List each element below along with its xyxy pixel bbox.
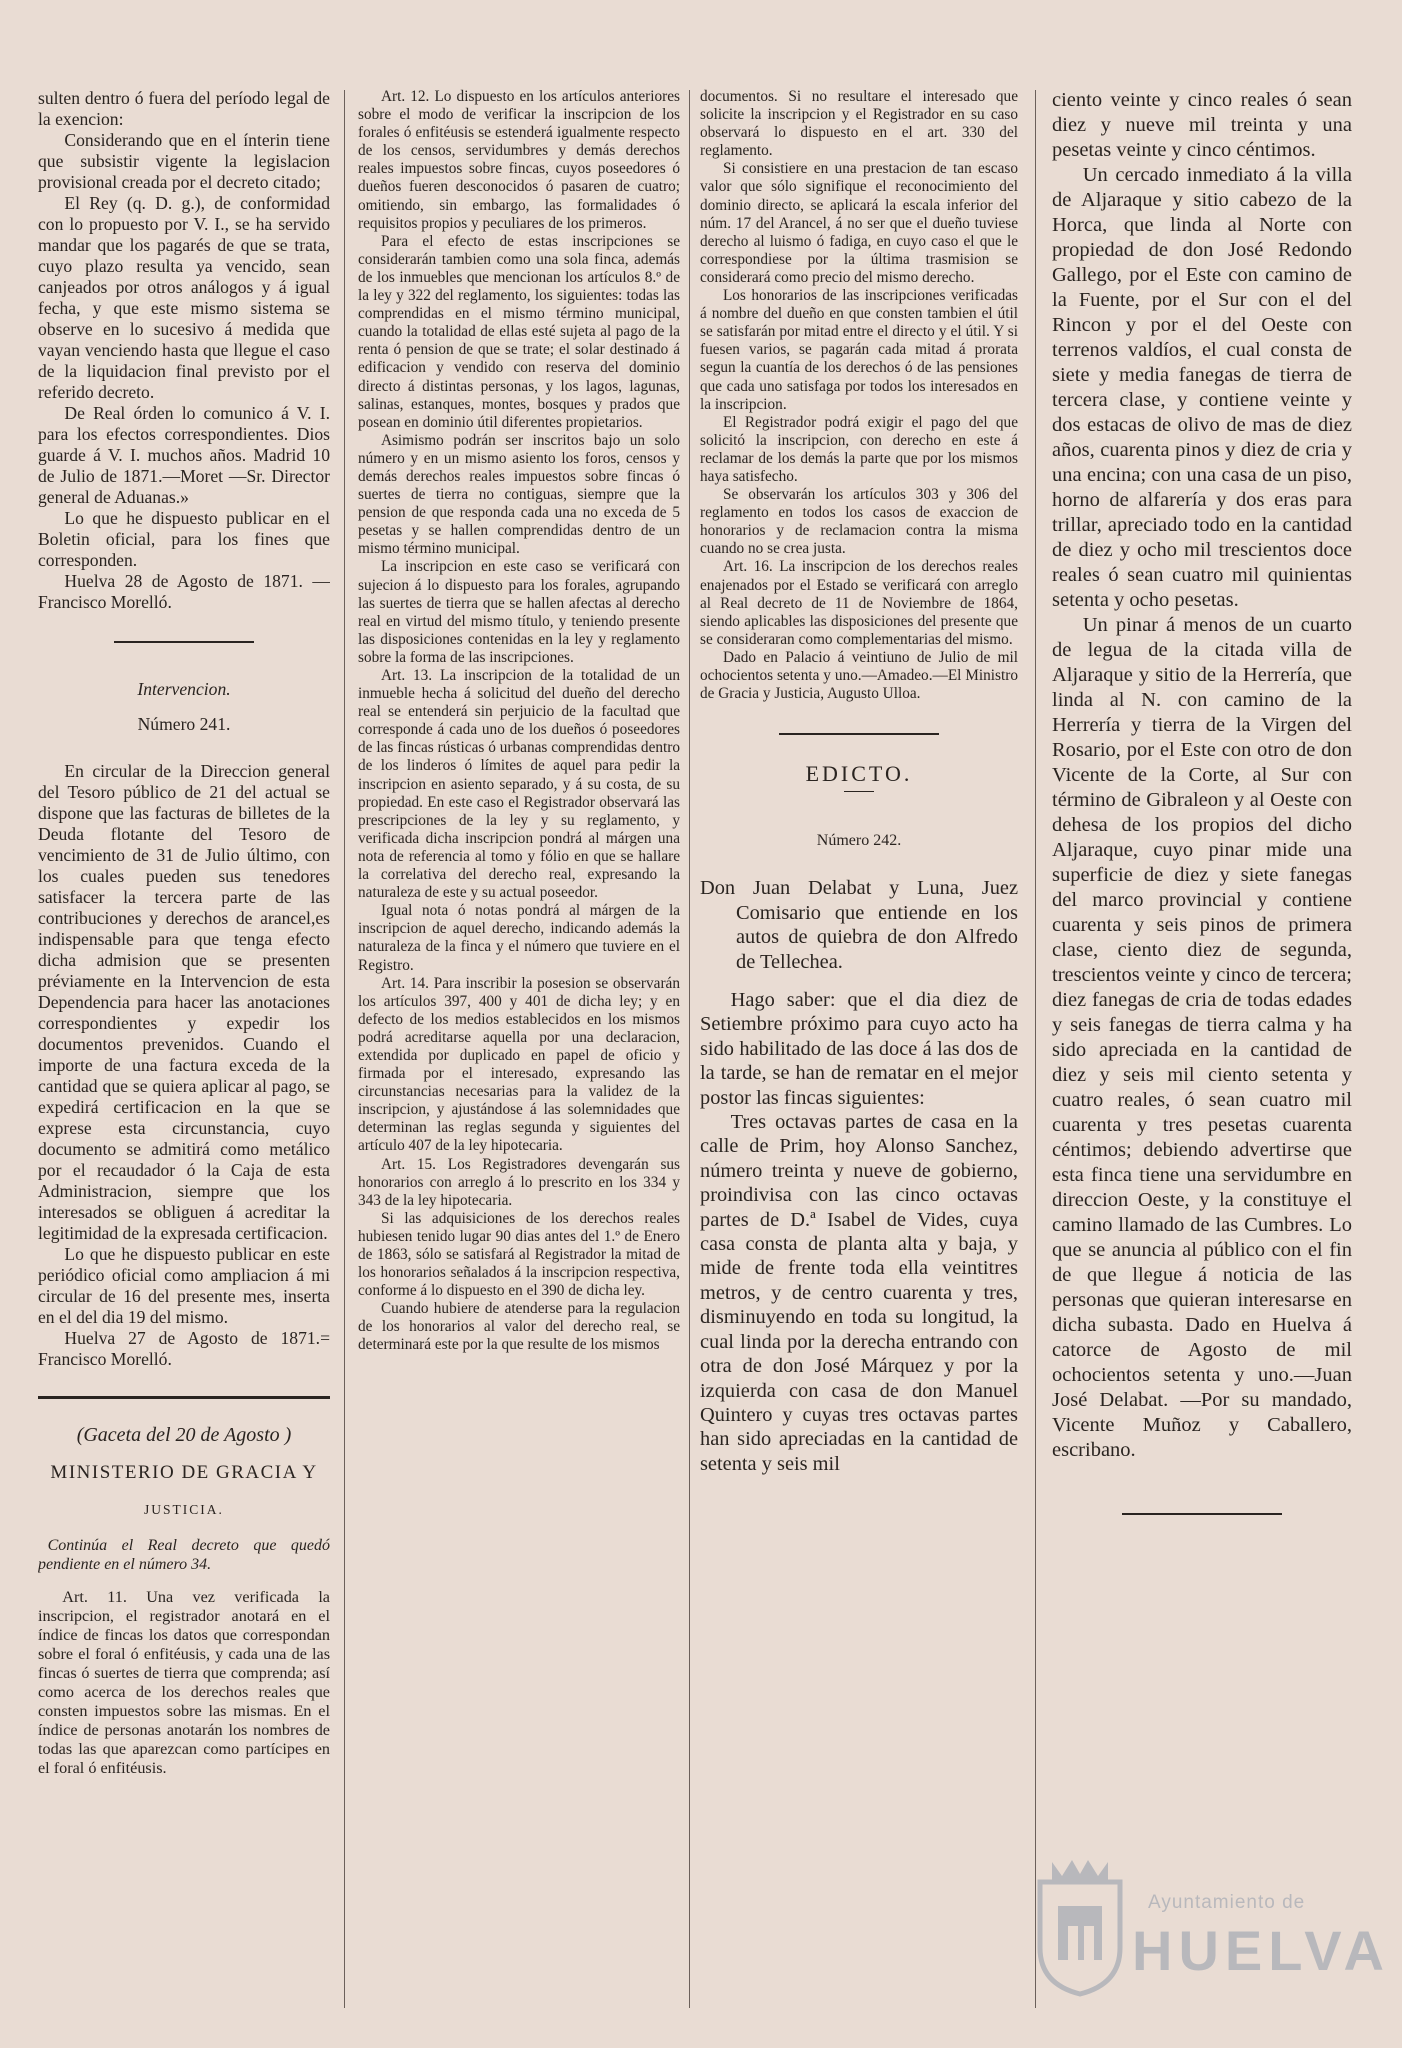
paragraph: Un cercado inmediato á la villa de Aljaraque y sitio cabezo de la Horca, que linda al Norte con propiedad de don José Redondo Gallego, por el Este con camino de la Fuente, por el Sur con el del Rincon y por el del Oeste con terrenos valdíos, el cual consta de siete y media fanegas de tierra de tercera clase, y contiene veinte y dos estacas de olivo de mas de diez años, cuarenta pinos y diez de cria y una encina; con una casa de un piso, horno de alfarería y dos eras para trillar, apreciado todo en la cantidad de diez y ocho mil trescientos doce reales ó sean cuatro mil quinientas setenta y ocho pesetas. [1052, 164, 1352, 611]
edict-header [700, 876, 1018, 974]
watermark-line-2: HUELVA [1132, 1919, 1390, 1982]
paragraph: Los honorarios de las inscripciones verificadas á nombre del dueño en que consten tambien el útil se satisfarán por mitad entre el directo y el útil. Y si fuesen varios, se pagarán cada mitad á prorata segun la cuantía de los derechos ó de las pensiones que cada uno satisfaga por todos los interesados en la inscripcion. [700, 287, 1018, 413]
signature-line: Huelva 28 de Agosto de 1871. —Francisco Morelló. [38, 571, 330, 612]
paragraph: Para el efecto de estas inscripciones se considerarán tambien como una sola finca, además de los inmuebles que mencionan los artículos 8.º de la ley y 322 del reglamento, los siguientes: todas las comprendidas en el mismo término municipal, cuando la totalidad de ellas esté sujeta al pago de la renta ó pension de que se trate; el solar destinado á edificacion y vendido con reserva del dominio directo á distintas personas, y los lagos, lagunas, salinas, estanques, montes, bosques y prados que posean en dominio útil diferentes propietarios. [358, 232, 680, 431]
paragraph: Lo que he dispuesto publicar en el Boletin oficial, para los fines que corresponden. [38, 508, 330, 570]
column-divider [1035, 90, 1036, 2008]
paragraph: sulten dentro ó fuera del período legal de la exencion: [38, 88, 330, 129]
edict-header-text: Don Juan Delabat y Luna, Juez Comisario que entiende en los autos de quiebra de don Alfredo de Tellechea. [700, 877, 1018, 973]
article-11: Art. 11. Una vez verificada la inscripcion, el registrador anotará en el índice de fincas los datos que correspondan sobre el foral ó enfitéusis, y cada una de las fincas ó suertes de tierra que comprenda; así como acerca de los derechos reales que consten impuestos sobre las mismas. En el índice de personas anotarán los nombres de todas las que aparezcan como partícipes en el foral ó enfitéusis. [38, 1588, 330, 1777]
paragraph: Considerando que en el ínterin tiene que subsistir vigente la legislacion provisional creada por el decreto citado; [38, 130, 330, 192]
paragraph: Lo que he dispuesto publicar en este periódico oficial como ampliacion á mi circular de 16 del presente mes, inserta en el del dia 19 del mismo. [38, 1244, 330, 1327]
signature-line: Huelva 27 de Agosto de 1871.= Francisco Morelló. [38, 1328, 330, 1369]
column-2 [358, 88, 680, 2028]
article-13: Art. 13. La inscripcion de la totalidad de un inmueble hecha á solicitud del dueño del derecho real se entenderá sin perjuicio de la facultad que corresponde á cada uno de los dueños ó poseedores de las fincas rústicas ó urbanas comprendidas dentro de los linderos ó límites de aquel para pedir la inscripcion en asiento separado, y á su costa, de su propiedad. En este caso el Registrador observará las prescripciones de la ley y su reglamento, y verificada dicha inscripcion pondrá al márgen una nota de referencia al tomo y fólio en que se hallare la correlativa del derecho real, expresando la naturaleza de este y su actual poseedor. [358, 667, 680, 902]
continuation-note: Continúa el Real decreto que quedó pendiente en el número 34. [38, 1537, 330, 1573]
paragraph: Si consistiere en una prestacion de tan escaso valor que sólo signifique el reconocimiento del dominio directo, se aplicará la escala inferior del núm. 17 del Arancel, á no ser que el dueño tuviese derecho al luismo ó fadiga, en cuyo caso el que le correspondiese por la última trasmision se considerará como precio del mismo derecho. [700, 160, 1018, 286]
column-divider [689, 90, 690, 2008]
article-14: Art. 14. Para inscribir la posesion se observarán los artículos 397, 400 y 401 de dicha ley; y en defecto de los medios establecidos en los mismos podrá acreditarse aquella por una declaracion, extendida por duplicado en papel de oficio y firmada por el interesado, expresando las circunstancias necesarias para la validez de la inscripcion, y ajustándose á las solemnidades que determinan las reglas segunda y siguientes del artículo 407 de la ley hipotecaria. [358, 974, 680, 1155]
article-16: Art. 16. La inscripcion de los derechos reales enajenados por el Estado se verificará con arreglo al Real decreto de 11 de Noviembre de 1864, siendo aplicables las disposiciones del presente que se consideraran como complementarias del mismo. [700, 558, 1018, 648]
column-divider [344, 90, 345, 2008]
ministry-heading: MINISTERIO DE GRACIA Y [50, 1462, 318, 1483]
paragraph: Tres octavas partes de casa en la calle de Prim, hoy Alonso Sanchez, número treinta y nueve de gobierno, proindivisa con las cinco octavas partes de D.ª Isabel de Vides, cuya casa consta de planta alta y baja, y mide de frente toda ella veintitres metros, y de centro cuarenta y tres, disminuyendo en toda su longitud, la cual linda por la derecha entrando con otra de don José Márquez y por la izquierda con casa de don Manuel Quintero y cuyas tres octavas partes han sido apreciadas en la cantidad de setenta y seis mil [700, 1111, 1018, 1475]
paragraph: Hago saber: que el dia diez de Setiembre próximo para cuyo acto ha sido habilitado de las doce á las dos de la tarde, se han de rematar en el mejor postor las fincas siguientes: [700, 989, 1018, 1109]
notice-number: Número 242. [816, 832, 902, 850]
notice-number: Número 241. [137, 714, 231, 734]
paragraph: Cuando hubiere de atenderse para la regulacion de los honorarios al valor del derecho real, se determinará este por la que resulte de los mismos [358, 1300, 680, 1354]
paragraph: El Registrador podrá exigir el pago del que solicitó la inscripcion, con derecho en este á reclamar de los demás la parte que por los mismos haya satisfecho. [700, 413, 1018, 485]
paragraph: El Rey (q. D. g.), de conformidad con lo propuesto por V. I., se ha servido mandar que los pagarés de que se trata, cuyo plazo resulta ya vencido, sean canjeados por otros análogos y á igual fecha, y que este mismo sistema se observe en lo sucesivo á medida que vayan venciendo hasta que llegue el caso de la liquidacion final previsto por el referido decreto. [38, 193, 330, 402]
section-heading: Intervencion. [137, 679, 231, 699]
section-rule [38, 1396, 330, 1399]
paragraph: Igual nota ó notas pondrá al márgen de la inscripcion de aquel derecho, indicando además la naturaleza de la finca y el número que tuviere en el Registro. [358, 902, 680, 974]
paragraph: Un pinar á menos de un cuarto de legua de la citada villa de Aljaraque y sitio de la Herrería, que linda al N. con camino de la Herrería y tierra de la Virgen del Rosario, por el Este con otro de don Vicente de la Corte, al Sur con término de Gibraleon y al Oeste con dehesa de los propios del dicho Aljaraque, cuyo pinar mide una superficie de diez y siete fanegas del marco provincial y contiene cuarenta y seis pinos de primera clase, ciento diez de segunda, trescientos veinte y cinco de tercera; diez fanegas de cria de todas edades y seis fanegas de tierra calma y ha sido apreciada en la cantidad de diez y seis mil ciento setenta y cuatro reales, ó sean cuatro mil cuarenta y tres pesetas cuarenta céntimos; debiendo advertirse que esta finca tiene una servidumbre en direccion Oeste, y la constituye el camino llamado de las Cumbres. Lo que se anuncia al público con el fin de que llegue á noticia de las personas que quieran interesarse en dicha subasta. Dado en Huelva á catorce de Agosto de mil ochocientos setenta y uno.—Juan José Delabat. —Por su mandado, Vicente Muñoz y Caballero, escribano. [1052, 614, 1352, 1461]
paragraph: Asimismo podrán ser inscritos bajo un solo número y en un mismo asiento los foros, censos y demás derechos reales impuestos sobre fincas ó suertes de tierra no contiguas, siempre que la pension de que responda cada una no exceda de 5 pesetas y se hallen comprendidas dentro de un mismo término municipal. [358, 431, 680, 558]
section-rule [1122, 1513, 1282, 1515]
paragraph: La inscripcion en este caso se verificará con sujecion á lo dispuesto para los forales, agrupando las suertes de tierra que se hallen afectas al derecho real en virtud del mismo título, y teniendo presente las disposiciones contenidas en la ley y reglamento sobre la forma de las inscripciones. [358, 558, 680, 666]
section-rule [779, 733, 939, 735]
article-12: Art. 12. Lo dispuesto en los artículos anteriores sobre el modo de verificar la inscripcion de los forales ó enfitéusis se estenderá igualmente respecto de los censos, servidumbres y demás derechos reales impuestos sobre fincas, cuyos poseedores ó dueños fueren desconocidos ó pasaren de cuatro; omitiendo, sin embargo, las formalidades ó requisitos propios y peculiares de los primeros. [358, 88, 680, 232]
article-15: Art. 15. Los Registradores devengarán sus honorarios con arreglo á lo prescrito en los 334 y 343 de la ley hipotecaria. [358, 1155, 680, 1209]
column-3 [700, 88, 1018, 2028]
section-rule [114, 641, 254, 643]
column-1 [38, 88, 330, 2028]
ministry-subheading: JUSTICIA. [144, 1502, 224, 1517]
watermark-line-1: Ayuntamiento de [1148, 1892, 1306, 1913]
paragraph: ciento veinte y cinco reales ó sean diez y nueve mil treinta y una pesetas veinte y cinco céntimos. [1052, 89, 1352, 161]
paragraph: documentos. Si no resultare el interesado que solicite la inscripcion y el Registrador en su caso observará lo dispuesto en el art. 330 del reglamento. [700, 88, 1018, 160]
paragraph: Se observarán los artículos 303 y 306 del reglamento en todos los casos de exaccion de honorarios y de reclamacion contra la misma cuando no se crea justa. [700, 486, 1018, 558]
edict-title: EDICTO. [805, 761, 913, 787]
paragraph: De Real órden lo comunico á V. I. para los efectos correspondientes. Dios guarde á V. I. muchos años. Madrid 10 de Julio de 1871.—Moret —Sr. Director general de Aduanas.» [38, 403, 330, 507]
paragraph: En circular de la Direccion general del Tesoro público de 21 del actual se dispone que las facturas de billetes de la Deuda flotante del Tesoro de vencimiento de 31 de Julio último, con los cuales pueden sus tenedores satisfacer la tercera parte de las contribuciones y derechos de arancel,es indispensable para que tenga efecto dicha admision que se presenten préviamente en la Intervencion de esta Dependencia para hacer las anotaciones correspondientes y expedir los documentos prevenidos. Cuando el importe de una factura exceda de la cantidad que se quiera aplicar al pago, se expedirá certificacion en la que se exprese esta circunstancia, cuyo documento se admitirá como metálico por el recaudador ó la Caja de esta Administracion, siempre que los interesados se obliguen á acreditar la legitimidad de la expresada certificacion. [38, 761, 330, 1243]
column-4 [1052, 88, 1352, 2028]
paragraph: Si las adquisiciones de los derechos reales hubiesen tenido lugar 90 dias antes del 1.º de Enero de 1863, sólo se satisfará al Registrador la mitad de los honorarios señalados á la inscripcion respectiva, conforme á lo dispuesto en el 390 de dicha ley. [358, 1209, 680, 1300]
title-dash [844, 791, 874, 792]
source-heading: (Gaceta del 20 de Agosto ) [76, 1424, 292, 1446]
paragraph: Dado en Palacio á veintiuno de Julio de mil ochocientos setenta y uno.—Amadeo.—El Ministro de Gracia y Justicia, Augusto Ulloa. [700, 648, 1018, 703]
